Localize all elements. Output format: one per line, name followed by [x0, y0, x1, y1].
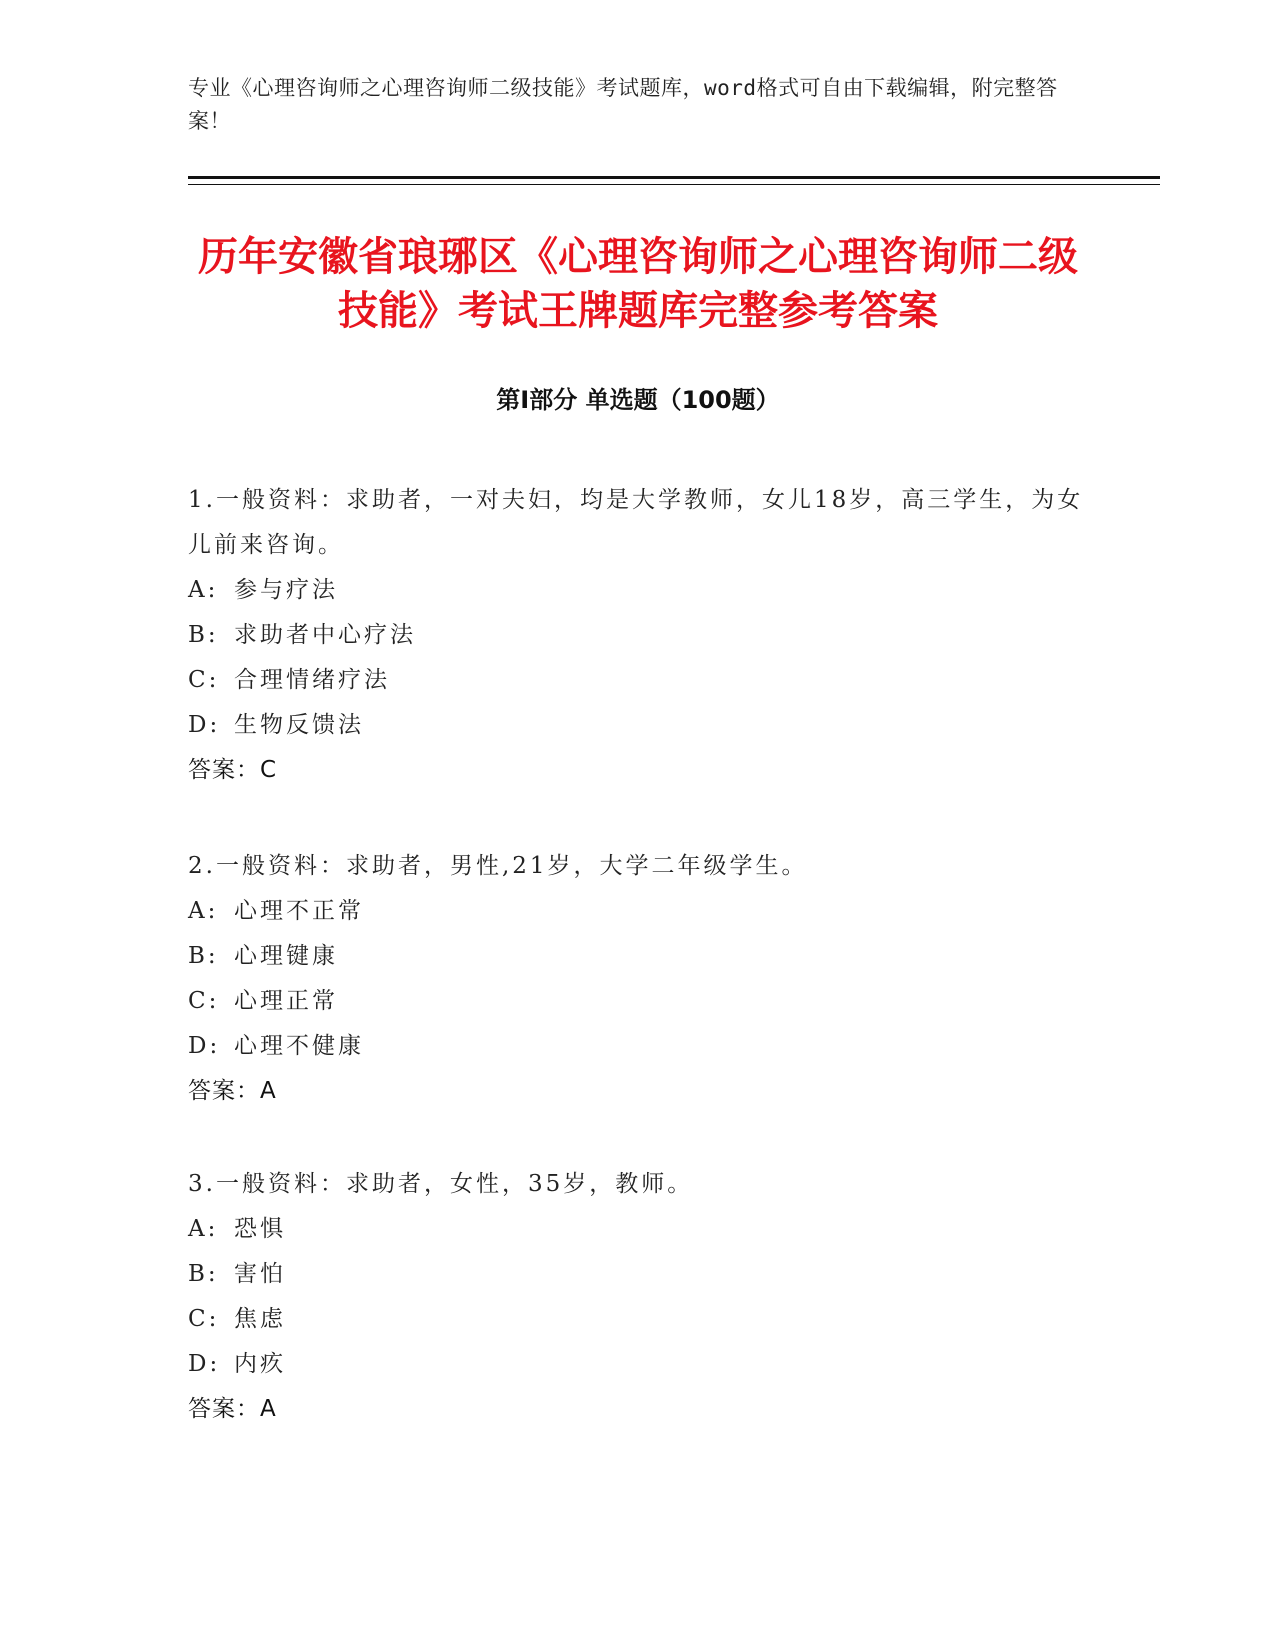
option-b — [188, 613, 1088, 658]
option-d — [188, 1342, 1088, 1387]
option-d — [188, 703, 1088, 748]
question-1 — [188, 478, 1088, 793]
option-a — [188, 889, 1088, 934]
header-divider-thick — [188, 176, 1160, 179]
option-text: 求助者中心疗法 — [234, 622, 416, 648]
option-letter: A: — [188, 1216, 219, 1242]
option-letter: B: — [188, 943, 219, 969]
option-text: 恐惧 — [234, 1216, 286, 1242]
option-text: 害怕 — [234, 1261, 286, 1287]
option-letter: A: — [188, 577, 219, 603]
option-letter: D: — [188, 1033, 221, 1059]
option-a — [188, 568, 1088, 613]
option-d — [188, 1024, 1088, 1069]
option-c — [188, 979, 1088, 1024]
option-text: 生物反馈法 — [234, 712, 364, 738]
answer-label: 答案：A — [188, 1078, 277, 1104]
question-stem: 3.一般资料：求助者，女性，35岁，教师。 — [188, 1171, 694, 1197]
option-text: 心理不正常 — [234, 898, 364, 924]
option-letter: C: — [188, 667, 220, 693]
option-letter: C: — [188, 988, 220, 1014]
option-text: 心理不健康 — [234, 1033, 364, 1059]
option-text: 参与疗法 — [234, 577, 338, 603]
question-stem: 2.一般资料：求助者，男性,21岁，大学二年级学生。 — [188, 853, 808, 879]
option-b — [188, 934, 1088, 979]
question-3 — [188, 1162, 1088, 1432]
header-note: 专业《心理咨询师之心理咨询师二级技能》考试题库，word格式可自由下载编辑，附完整答案！ — [188, 76, 1058, 133]
option-letter: D: — [188, 712, 221, 738]
option-letter: A: — [188, 898, 219, 924]
option-c — [188, 658, 1088, 703]
option-text: 内疚 — [234, 1351, 286, 1377]
option-text: 焦虑 — [234, 1306, 286, 1332]
question-2 — [188, 844, 1088, 1114]
option-a — [188, 1207, 1088, 1252]
question-stem: 1.一般资料：求助者，一对夫妇，均是大学教师，女儿18岁，高三学生，为女儿前来咨询。 — [188, 487, 1084, 558]
option-letter: B: — [188, 1261, 219, 1287]
option-text: 合理情绪疗法 — [234, 667, 390, 693]
answer-label: 答案：C — [188, 757, 278, 783]
option-letter: D: — [188, 1351, 221, 1377]
option-text: 心理键康 — [234, 943, 338, 969]
option-text: 心理正常 — [234, 988, 338, 1014]
option-c — [188, 1297, 1088, 1342]
header-divider-thin — [188, 184, 1160, 185]
answer-label: 答案：A — [188, 1396, 277, 1422]
option-letter: B: — [188, 622, 219, 648]
document-title: 历年安徽省琅琊区《心理咨询师之心理咨询师二级技能》考试王牌题库完整参考答案 — [198, 234, 1078, 334]
option-b — [188, 1252, 1088, 1297]
section-heading: 第Ⅰ部分 单选题（100题） — [496, 386, 780, 414]
option-letter: C: — [188, 1306, 220, 1332]
